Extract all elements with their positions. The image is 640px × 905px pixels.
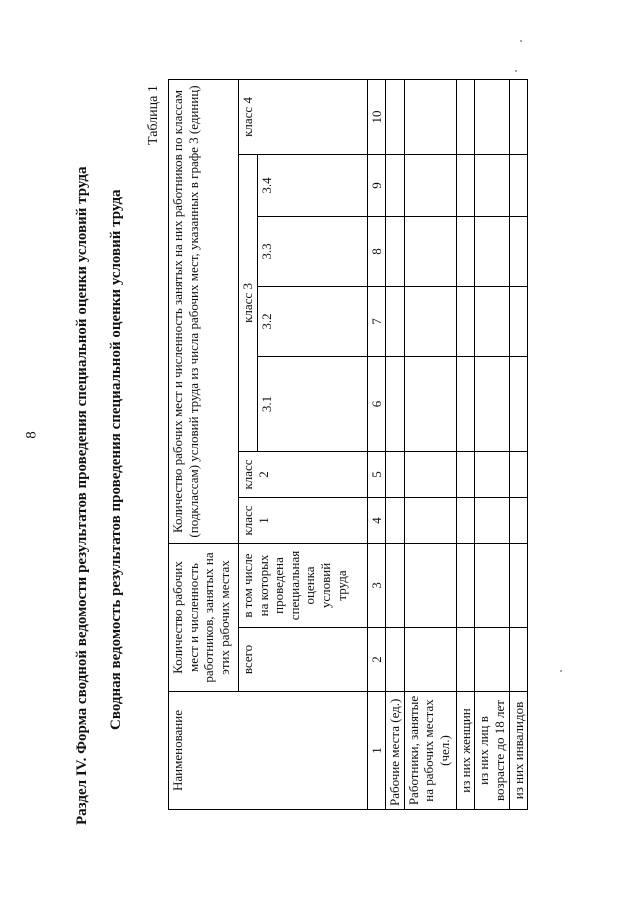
header-sub-3-2: 3.2 — [257, 286, 367, 356]
header-sub-3-4: 3.4 — [257, 154, 367, 216]
data-cell — [386, 154, 405, 216]
row-label: из них инвалидов — [509, 692, 528, 810]
column-number: 5 — [367, 451, 386, 497]
data-cell — [386, 543, 405, 627]
table-row — [509, 79, 528, 809]
data-cell — [386, 356, 405, 451]
data-cell — [386, 451, 405, 497]
data-cell — [456, 628, 475, 692]
data-cell — [509, 628, 528, 692]
section-title: Раздел IV. Форма сводной ведомости результатов проведения специальной оценки условий труда — [74, 166, 90, 825]
data-cell — [475, 497, 509, 543]
header-class-4: класс 4 — [239, 79, 368, 154]
data-cell — [509, 543, 528, 627]
data-cell — [456, 154, 475, 216]
data-cell — [509, 356, 528, 451]
data-cell — [475, 286, 509, 356]
data-cell — [456, 79, 475, 154]
data-cell — [475, 216, 509, 286]
data-cell — [404, 154, 456, 216]
row-label: Рабочие места (ед.) — [386, 692, 405, 810]
rotated-content — [48, 40, 548, 880]
page-number: 8 — [23, 431, 40, 439]
data-cell — [509, 216, 528, 286]
header-class-1: класс 1 — [239, 497, 368, 543]
data-cell — [509, 154, 528, 216]
table-row — [386, 79, 405, 809]
column-number: 9 — [367, 154, 386, 216]
data-cell — [386, 216, 405, 286]
header-assessed: в том числе на которых проведена специальная оценка условий труда — [239, 543, 368, 627]
table-row — [404, 79, 456, 809]
row-label: Работники, занятые на рабочих местах (чел.) — [404, 692, 456, 810]
column-number: 6 — [367, 356, 386, 451]
header-sub-3-1: 3.1 — [257, 356, 367, 451]
data-cell — [509, 497, 528, 543]
data-cell — [456, 216, 475, 286]
header-class-3: класс 3 — [239, 154, 258, 451]
data-cell — [404, 216, 456, 286]
header-workplaces-group: Количество рабочих мест и численность работников, занятых на этих рабочих местах — [169, 543, 239, 691]
column-number: 2 — [367, 628, 386, 692]
row-label: из них лиц в возрасте до 18 лет — [475, 692, 509, 810]
data-cell — [386, 628, 405, 692]
data-cell — [456, 497, 475, 543]
summary-table — [168, 79, 528, 810]
data-cell — [509, 286, 528, 356]
data-cell — [386, 497, 405, 543]
data-cell — [404, 79, 456, 154]
data-cell — [386, 79, 405, 154]
data-cell — [456, 543, 475, 627]
data-cell — [456, 286, 475, 356]
column-number: 10 — [367, 79, 386, 154]
column-number: 8 — [367, 216, 386, 286]
data-cell — [456, 451, 475, 497]
header-name: Наименование — [169, 692, 368, 810]
header-total: всего — [239, 628, 368, 692]
data-cell — [404, 628, 456, 692]
data-cell — [509, 451, 528, 497]
data-cell — [404, 286, 456, 356]
data-cell — [404, 543, 456, 627]
data-cell — [475, 79, 509, 154]
column-number: 1 — [367, 692, 386, 810]
data-cell — [509, 79, 528, 154]
data-cell — [475, 154, 509, 216]
header-class-2: класс 2 — [239, 451, 368, 497]
data-cell — [475, 451, 509, 497]
data-cell — [475, 628, 509, 692]
column-number-row — [367, 79, 386, 809]
data-cell — [404, 497, 456, 543]
data-cell — [475, 356, 509, 451]
column-number: 3 — [367, 543, 386, 627]
data-cell — [404, 451, 456, 497]
table-row — [456, 79, 475, 809]
data-cell — [456, 356, 475, 451]
header-classes-group: Количество рабочих мест и численность занятых на них работников по классам (подклассам) условий труда из числа рабочих мест, указанных в графе 3 (единиц) — [169, 79, 239, 543]
data-cell — [475, 543, 509, 627]
header-row-1 — [169, 79, 239, 809]
header-sub-3-3: 3.3 — [257, 216, 367, 286]
column-number: 7 — [367, 286, 386, 356]
scan-speck — [515, 70, 517, 72]
table-label: Таблица 1 — [146, 85, 161, 145]
data-cell — [404, 356, 456, 451]
table-row — [475, 79, 509, 809]
column-number: 4 — [367, 497, 386, 543]
document-title: Сводная ведомость результатов проведения специальной оценки условий труда — [108, 189, 124, 730]
scan-speck — [520, 40, 522, 42]
scan-speck — [560, 670, 562, 672]
row-label: из них женщин — [456, 692, 475, 810]
data-cell — [386, 286, 405, 356]
